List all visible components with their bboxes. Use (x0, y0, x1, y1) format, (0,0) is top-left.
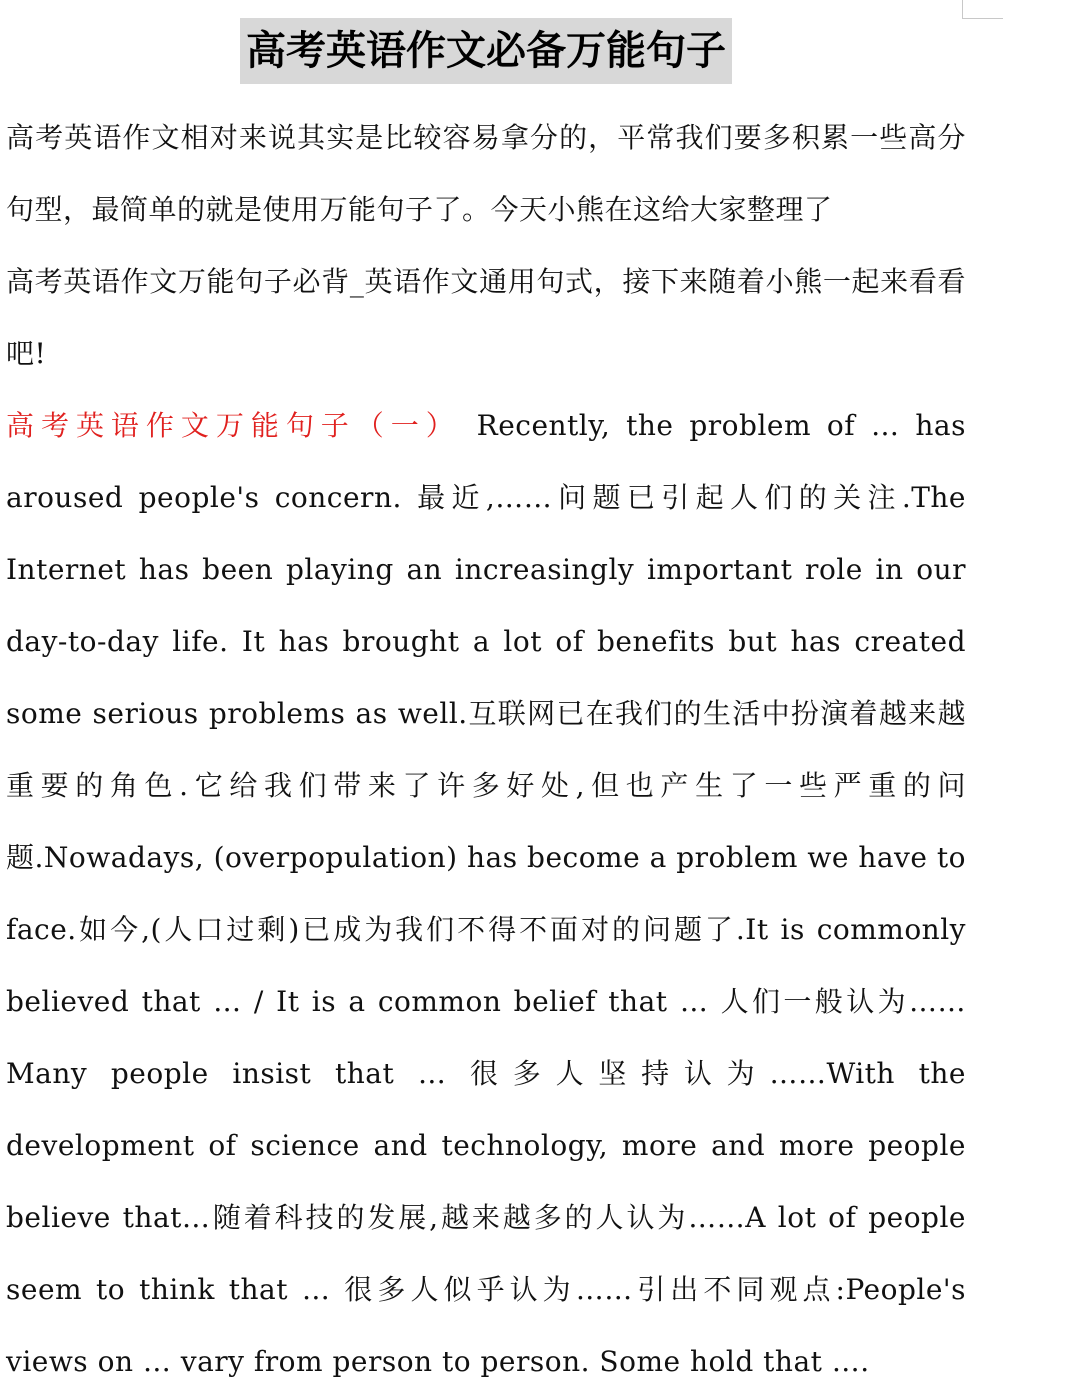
section-heading: 高考英语作文万能句子（一） (6, 409, 461, 442)
document-title: 高考英语作文必备万能句子 (240, 18, 732, 84)
intro-paragraph-2: 高考英语作文万能句子必背_英语作文通用句式，接下来随着小熊一起来看看吧! (6, 265, 966, 370)
page-corner-mark (962, 0, 1003, 19)
section-body: Recently, the problem of … has aroused people's concern. 最近,……问题已引起人们的关注.The Internet has been playing an increasingly important role in our day-to-day life. It has brought a lot of benefits but has created some serious problems as well.互联网已在我们的生活中扮演着越来越重要的角色.它给我们带来了许多好处,但也产生了一些严重的问题.Nowadays, (overpopulation) has become a problem we have to face.如今,(人口过剩)已成为我们不得不面对的问题了.It is commonly believed that … / It is a common belief that … 人们一般认为……Many people insist that … 很多人坚持认为……With the development of science and technology, more and more people believe that…随着科技的发展,越来越多的人认为……A lot of people seem to think that … 很多人似乎认为……引出不同观点:People's views on … vary from person to person. Some hold that …. (6, 409, 966, 1378)
section-paragraph (6, 390, 966, 1398)
title-wrap (6, 18, 966, 88)
document-page (6, 18, 966, 1398)
intro-paragraph-1: 高考英语作文相对来说其实是比较容易拿分的，平常我们要多积累一些高分句型，最简单的就是使用万能句子了。今天小熊在这给大家整理了 (6, 121, 966, 226)
